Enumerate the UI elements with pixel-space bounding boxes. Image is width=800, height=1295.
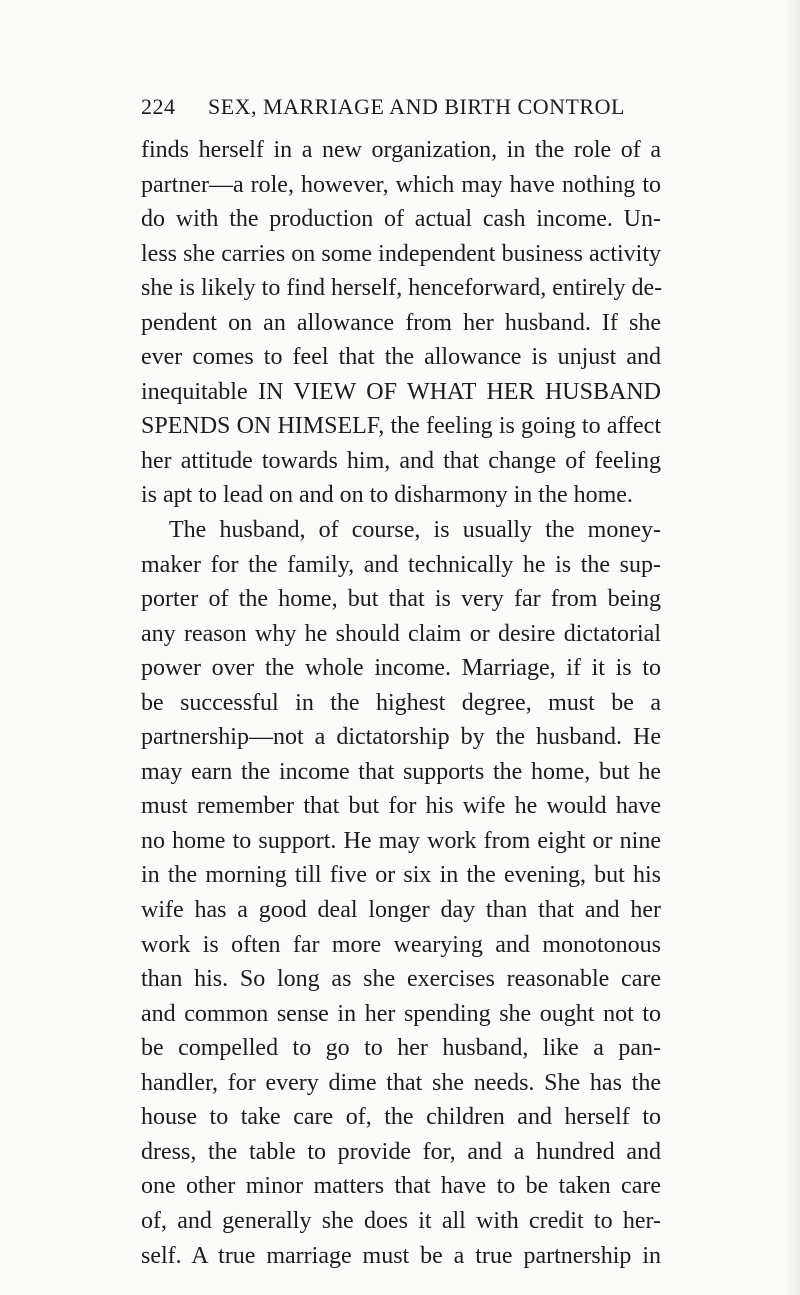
text-line: is apt to lead on and on to disharmony in the home. — [141, 482, 633, 509]
text-line: dress, the table to provide for, and a hundred and — [141, 1138, 661, 1165]
body-text — [141, 133, 661, 1273]
text-line: house to take care of, the children and herself to — [141, 1104, 661, 1131]
text-line: porter of the home, but that is very far from being — [141, 586, 661, 613]
text-line: handler, for every dime that she needs. She has the — [141, 1069, 661, 1096]
text-line: do with the production of actual cash income. Un- — [141, 206, 661, 233]
text-line: be compelled to go to her husband, like a pan- — [141, 1035, 661, 1062]
text-line: no home to support. He may work from eight or nine — [141, 827, 661, 854]
text-line: The husband, of course, is usually the money- — [169, 517, 661, 544]
text-line: partner—a role, however, which may have nothing to — [141, 171, 661, 198]
text-line: of, and generally she does it all with credit to her- — [141, 1207, 661, 1234]
running-head — [141, 92, 661, 122]
text-line: wife has a good deal longer day than that and her — [141, 897, 661, 924]
page-edge-shadow — [786, 0, 800, 1295]
text-line: ever comes to feel that the allowance is unjust and — [141, 344, 661, 371]
text-line: her attitude towards him, and that change of feeling — [141, 447, 661, 474]
text-line: maker for the family, and technically he is the sup- — [141, 551, 661, 578]
text-line: and common sense in her spending she ought not to — [141, 1000, 661, 1027]
text-line: any reason why he should claim or desire dictatorial — [141, 620, 661, 647]
text-line: less she carries on some independent business activity — [141, 240, 661, 267]
text-line: must remember that but for his wife he would have — [141, 793, 661, 820]
text-line: inequitable IN VIEW OF WHAT HER HUSBAND — [141, 378, 661, 405]
page-number: 224 — [141, 94, 176, 119]
text-line: in the morning till five or six in the evening, but his — [141, 862, 661, 889]
text-line: than his. So long as she exercises reasonable care — [141, 966, 661, 993]
text-line: finds herself in a new organization, in the role of a — [141, 137, 661, 163]
text-line: may earn the income that supports the home, but he — [141, 758, 661, 785]
text-line: she is likely to find herself, henceforward, entirely de- — [141, 275, 663, 302]
text-line: self. A true marriage must be a true partnership in — [141, 1242, 661, 1269]
running-title: SEX, MARRIAGE AND BIRTH CONTROL — [208, 94, 625, 119]
text-line: work is often far more wearying and monotonous — [141, 931, 661, 958]
text-line: pendent on an allowance from her husband. If she — [141, 309, 661, 336]
text-line: one other minor matters that have to be taken care — [141, 1173, 661, 1200]
text-line: power over the whole income. Marriage, if it is to — [141, 655, 661, 682]
text-line: be successful in the highest degree, must be a — [141, 689, 661, 716]
text-line: partnership—not a dictatorship by the husband. He — [141, 724, 661, 751]
text-line: SPENDS ON HIMSELF, the feeling is going to affect — [141, 413, 661, 440]
